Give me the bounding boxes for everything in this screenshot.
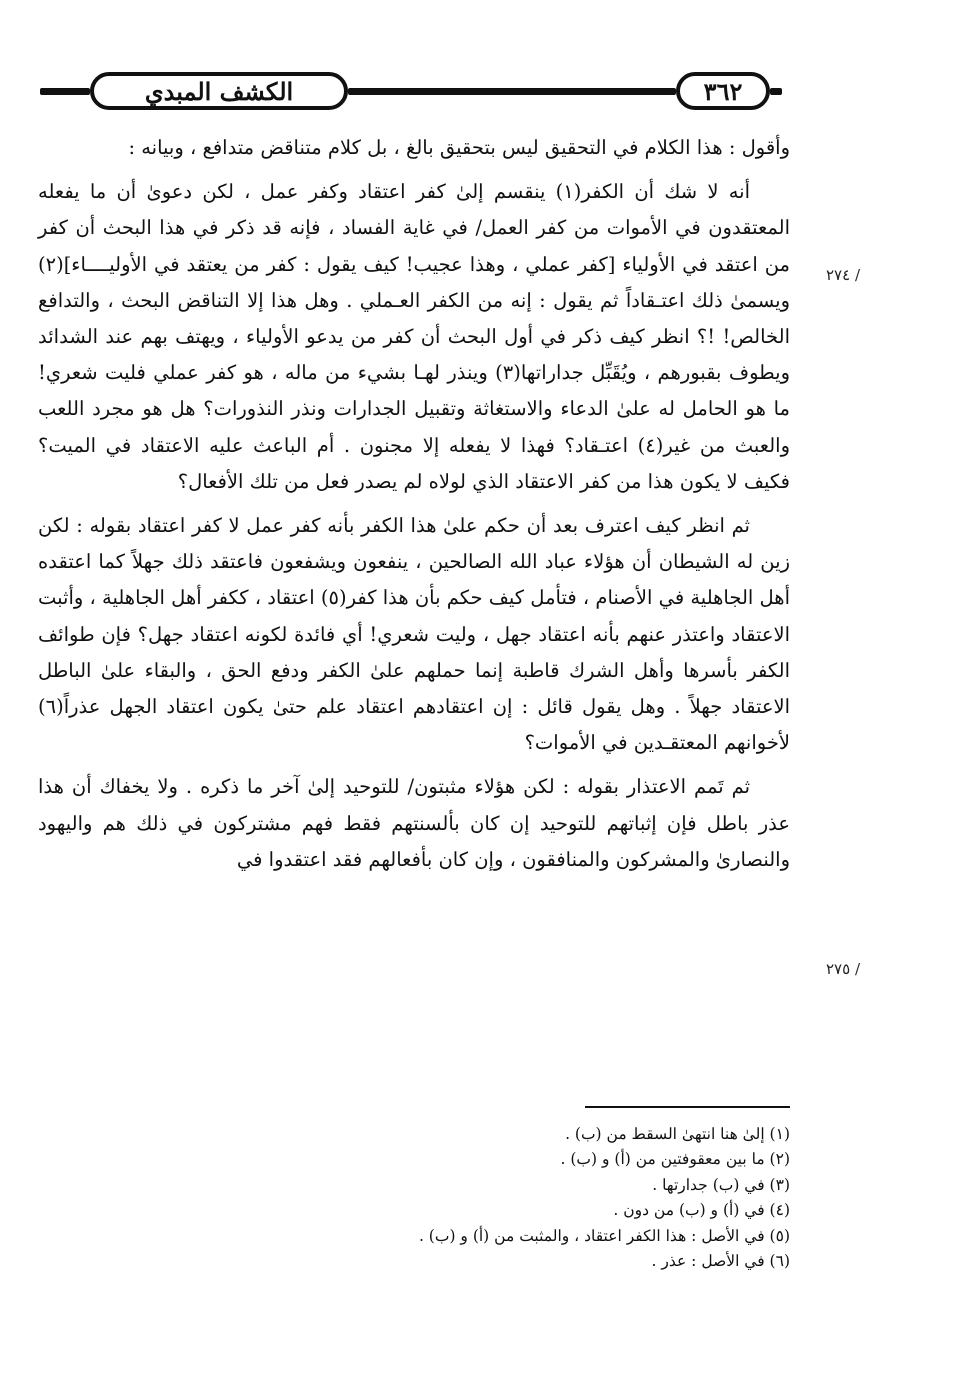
footnote: (٢) ما بين معقوفتين من (أ) و (ب) . [560, 1150, 790, 1169]
header-rule-right [770, 88, 782, 95]
header-rule-left [40, 88, 90, 95]
margin-page-ref: / ٢٧٤ [826, 266, 860, 284]
paragraph: أنه لا شك أن الكفر(١) ينقسم إلىٰ كفر اعتقاد وكفر عمل ، لكن دعوىٰ أن ما يفعله المعتقدون في الأموات من كفر العمل/ في غاية الفساد ، فإنه قد ذكر في هذا البحث أن كفر من اعتقد في الأولياء [كفر عملي ، وهذا عجيب! كيف يقول : كفر من يعتقد في الأوليــــاء](٢) ويسمىٰ ذلك اعتـقاداً ثم يقول : إنه من الكفر العـملي . وهل هذا إلا التناقض البحث ، والتدافع الخالص! !؟ انظر كيف ذكر في أول البحث أن كفر من يدعو الأولياء ، ويهتف بهم عند الشدائد ويطوف بقبورهم ، ويُقَبِّل جداراتها(٣) وينذر لهـا بشيء من ماله ، هو كفر عملي فليت شعري! ما هو الحامل له علىٰ الدعاء والاستغاثة وتقبيل الجدارات ونذر النذورات؟ هل هو مجرد اللعب والعبث من غير(٤) اعتـقاد؟ فهذا لا يفعله إلا مجنون . أم الباعث عليه الاعتقاد في الميت؟ فكيف لا يكون هذا من كفر الاعتقاد الذي لولاه لم يصدر فعل من تلك الأفعال؟ [38, 180, 790, 493]
footnote-separator [585, 1106, 790, 1108]
footnote: (٥) في الأصل : هذا الكفر اعتقاد ، والمثبت من (أ) و (ب) . [418, 1226, 790, 1245]
footnotes [300, 1122, 790, 1274]
book-title: الكشف المبدي [90, 72, 348, 110]
main-text [38, 130, 790, 886]
page-header [40, 66, 780, 116]
paragraph: ثم تَمم الاعتذار بقوله : لكن هؤلاء مثبتون/ للتوحيد إلىٰ آخر ما ذكره . ولا يخفاك أن هذا عذر باطل فإن إثباتهم للتوحيد إن كان بألسنتهم فقط فهم مشتركون في ذلك هم واليهود والنصارىٰ والمشركون والمنافقون ، وإن كان بأفعالهم فقد اعتقدوا في [38, 775, 790, 871]
page-number: ٣٦٢ [676, 72, 770, 110]
footnote: (١) إلىٰ هنا انتهىٰ السقط من (ب) . [565, 1125, 790, 1143]
footnote: (٤) في (أ) و (ب) من دون . [613, 1201, 790, 1220]
margin-page-ref: / ٢٧٥ [826, 960, 860, 978]
footnote: (٦) في الأصل : عذر . [651, 1252, 790, 1271]
paragraph: ثم انظر كيف اعترف بعد أن حكم علىٰ هذا الكفر بأنه كفر عمل لا كفر اعتقاد بقوله : لكن زين له الشيطان أن هؤلاء عباد الله الصالحين ، ينفعون ويشفعون فاعتقد ذلك جهلاً كما اعتقده أهل الجاهلية في الأصنام ، فتأمل كيف حكم بأن هذا كفر(٥) اعتقاد ، ككفر أهل الجاهلية ، وأثبت الاعتقاد واعتذر عنهم بأنه اعتقاد جهل ، وليت شعري! أي فائدة لكونه اعتقاد جهل؟ فإن طوائف الكفر بأسرها وأهل الشرك قاطبة إنما حملهم علىٰ الكفر ودفع الحق ، والبقاء علىٰ الباطل الاعتقاد جهلاً . وهل يقول قائل : إن اعتقادهم اعتقاد علم حتىٰ يكون اعتقاد الجهل عذراً(٦) لأخوانهم المعتقـدين في الأموات؟ [38, 514, 790, 755]
paragraph: وأقول : هذا الكلام في التحقيق ليس بتحقيق بالغ ، بل كلام متناقض متدافع ، وبيانه : [128, 136, 790, 159]
footnote: (٣) في (ب) جدارتها . [652, 1175, 790, 1194]
header-rule-middle [348, 88, 676, 95]
